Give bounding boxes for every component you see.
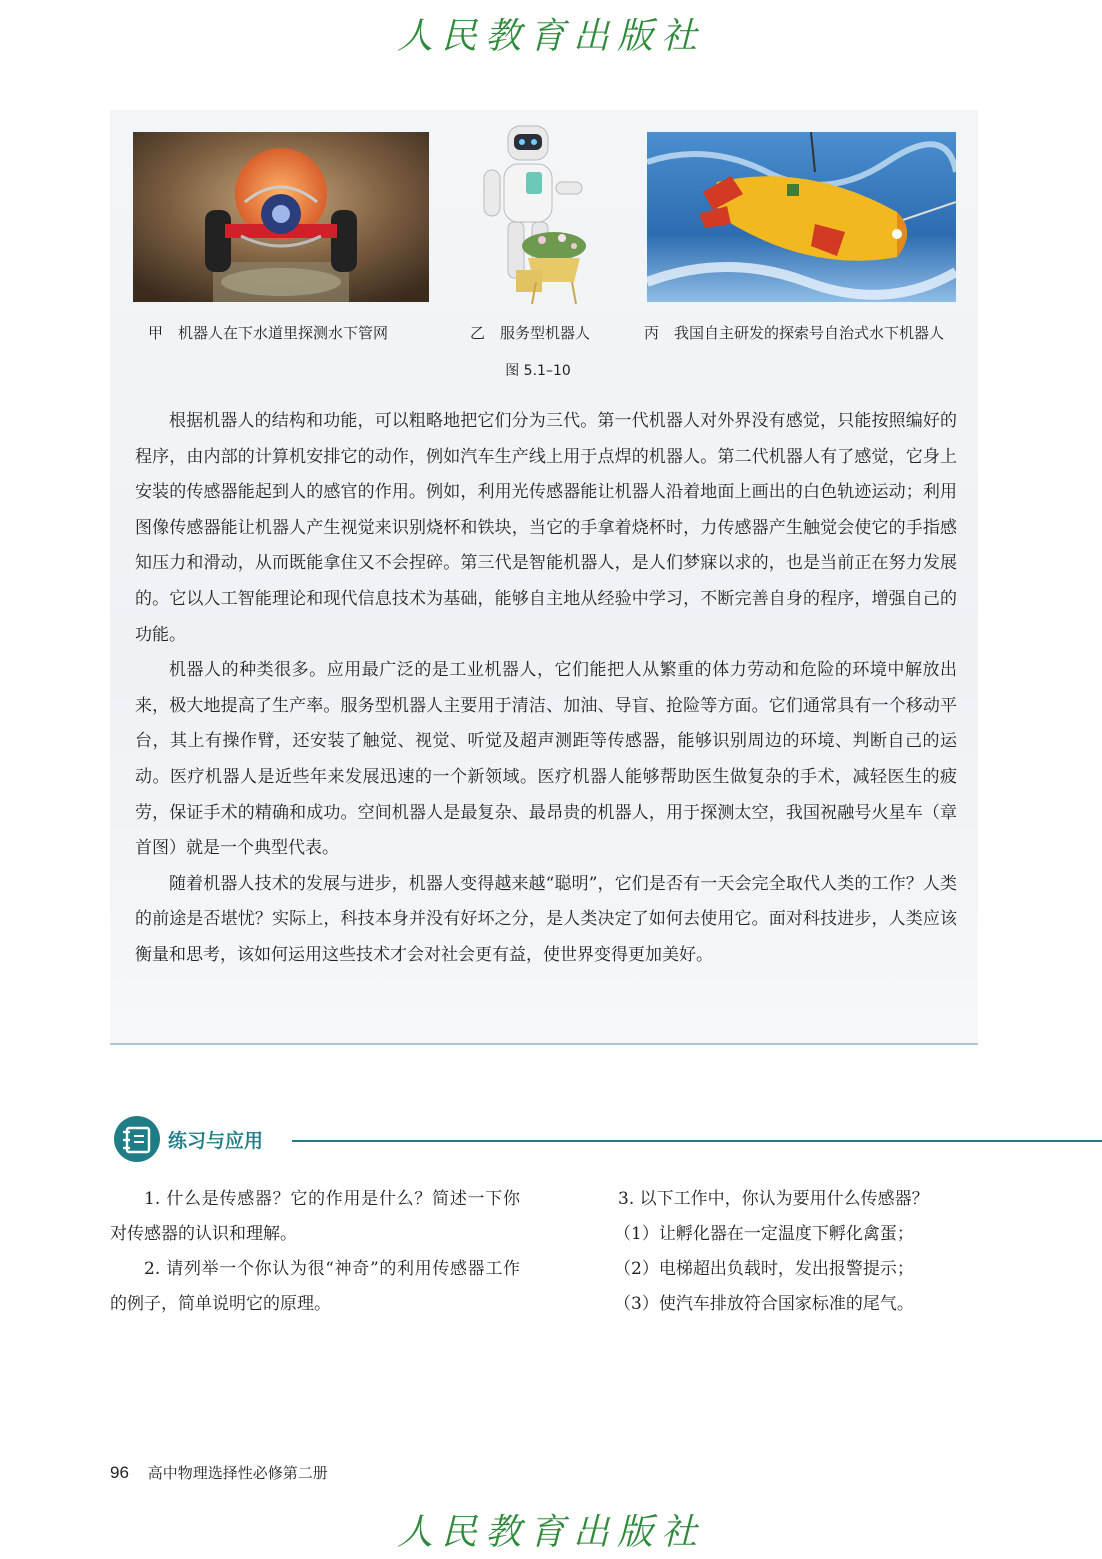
- service-robot-photo: [470, 122, 590, 306]
- publisher-watermark-top: 人民教育出版社: [396, 16, 705, 57]
- exercise-right-column: [614, 1182, 984, 1322]
- book-title: 高中物理选择性必修第二册: [147, 1464, 328, 1482]
- exercise-header-rule: [292, 1140, 1102, 1142]
- body-paragraph: 随着机器人技术的发展与进步，机器人变得越来越“聪明”，它们是否有一天会完全取代人类的工作？人类的前途是否堪忧？实际上，科技本身并没有好坏之分，是人类决定了如何去使用它。面对科技进步，人类应该衡量和思考，该如何运用这些技术才会对社会更有益，使世界变得更加美好。: [135, 873, 957, 965]
- exercise-q3-item: （2）电梯超出负载时，发出报警提示；: [614, 1259, 914, 1279]
- notebook-icon: [114, 1116, 160, 1162]
- sewer-robot-photo: [133, 132, 429, 302]
- page-number: 96: [110, 1463, 129, 1482]
- exercise-left-column: [110, 1182, 520, 1322]
- exercise-q3-item: （1）让孵化器在一定温度下孵化禽蛋；: [614, 1224, 914, 1244]
- exercise-title: 练习与应用: [168, 1130, 264, 1152]
- page-footer: [110, 1462, 328, 1483]
- body-paragraph: 根据机器人的结构和功能，可以粗略地把它们分为三代。第一代机器人对外界没有感觉，只能按照编好的程序，由内部的计算机安排它的动作，例如汽车生产线上用于点焊的机器人。第二代机器人有了感觉，它身上安装的传感器能起到人的感官的作用。例如，利用光传感器能让机器人沿着地面上画出的白色轨迹运动；利用图像传感器能让机器人产生视觉来识别烧杯和铁块，当它的手拿着烧杯时，力传感器产生触觉会使它的手指感知压力和滑动，从而既能拿住又不会捏碎。第三代是智能机器人，是人们梦寐以求的，也是当前正在努力发展的。它以人工智能理论和现代信息技术为基础，能够自主地从经验中学习，不断完善自身的程序，增强自己的功能。: [135, 411, 957, 645]
- exercise-question-3: 3. 以下工作中，你认为要用什么传感器？: [618, 1189, 929, 1209]
- exercise-question-1: 1. 什么是传感器？它的作用是什么？简述一下你对传感器的认识和理解。: [110, 1189, 520, 1244]
- figure-caption-c: 丙 我国自主研发的探索号自治式水下机器人: [644, 324, 945, 342]
- figure-label: 图 5.1–10: [505, 363, 571, 379]
- figure-caption-b: 乙 服务型机器人: [470, 324, 591, 342]
- exercise-question-2: 2. 请列举一个你认为很“神奇”的利用传感器工作的例子，简单说明它的原理。: [110, 1259, 520, 1314]
- body-paragraph: 机器人的种类很多。应用最广泛的是工业机器人，它们能把人从繁重的体力劳动和危险的环境中解放出来，极大地提高了生产率。服务型机器人主要用于清洁、加油、导盲、抢险等方面。它们通常具有一个移动平台，其上有操作臂，还安装了触觉、视觉、听觉及超声测距等传感器，能够识别周边的环境、判断自己的运动。医疗机器人是近些年来发展迅速的一个新领域。医疗机器人能够帮助医生做复杂的手术，减轻医生的疲劳，保证手术的精确和成功。空间机器人是最复杂、最昂贵的机器人，用于探测太空，我国祝融号火星车（章首图）就是一个典型代表。: [135, 660, 957, 859]
- panel-divider: [110, 1043, 978, 1045]
- underwater-robot-photo: [647, 132, 956, 302]
- figure-caption-a: 甲 机器人在下水道里探测水下管网: [148, 324, 389, 342]
- exercise-header: [114, 1116, 1102, 1166]
- reading-body: [135, 404, 957, 974]
- exercise-q3-item: （3）使汽车排放符合国家标准的尾气。: [614, 1294, 914, 1314]
- publisher-watermark-bottom: 人民教育出版社: [396, 1512, 705, 1553]
